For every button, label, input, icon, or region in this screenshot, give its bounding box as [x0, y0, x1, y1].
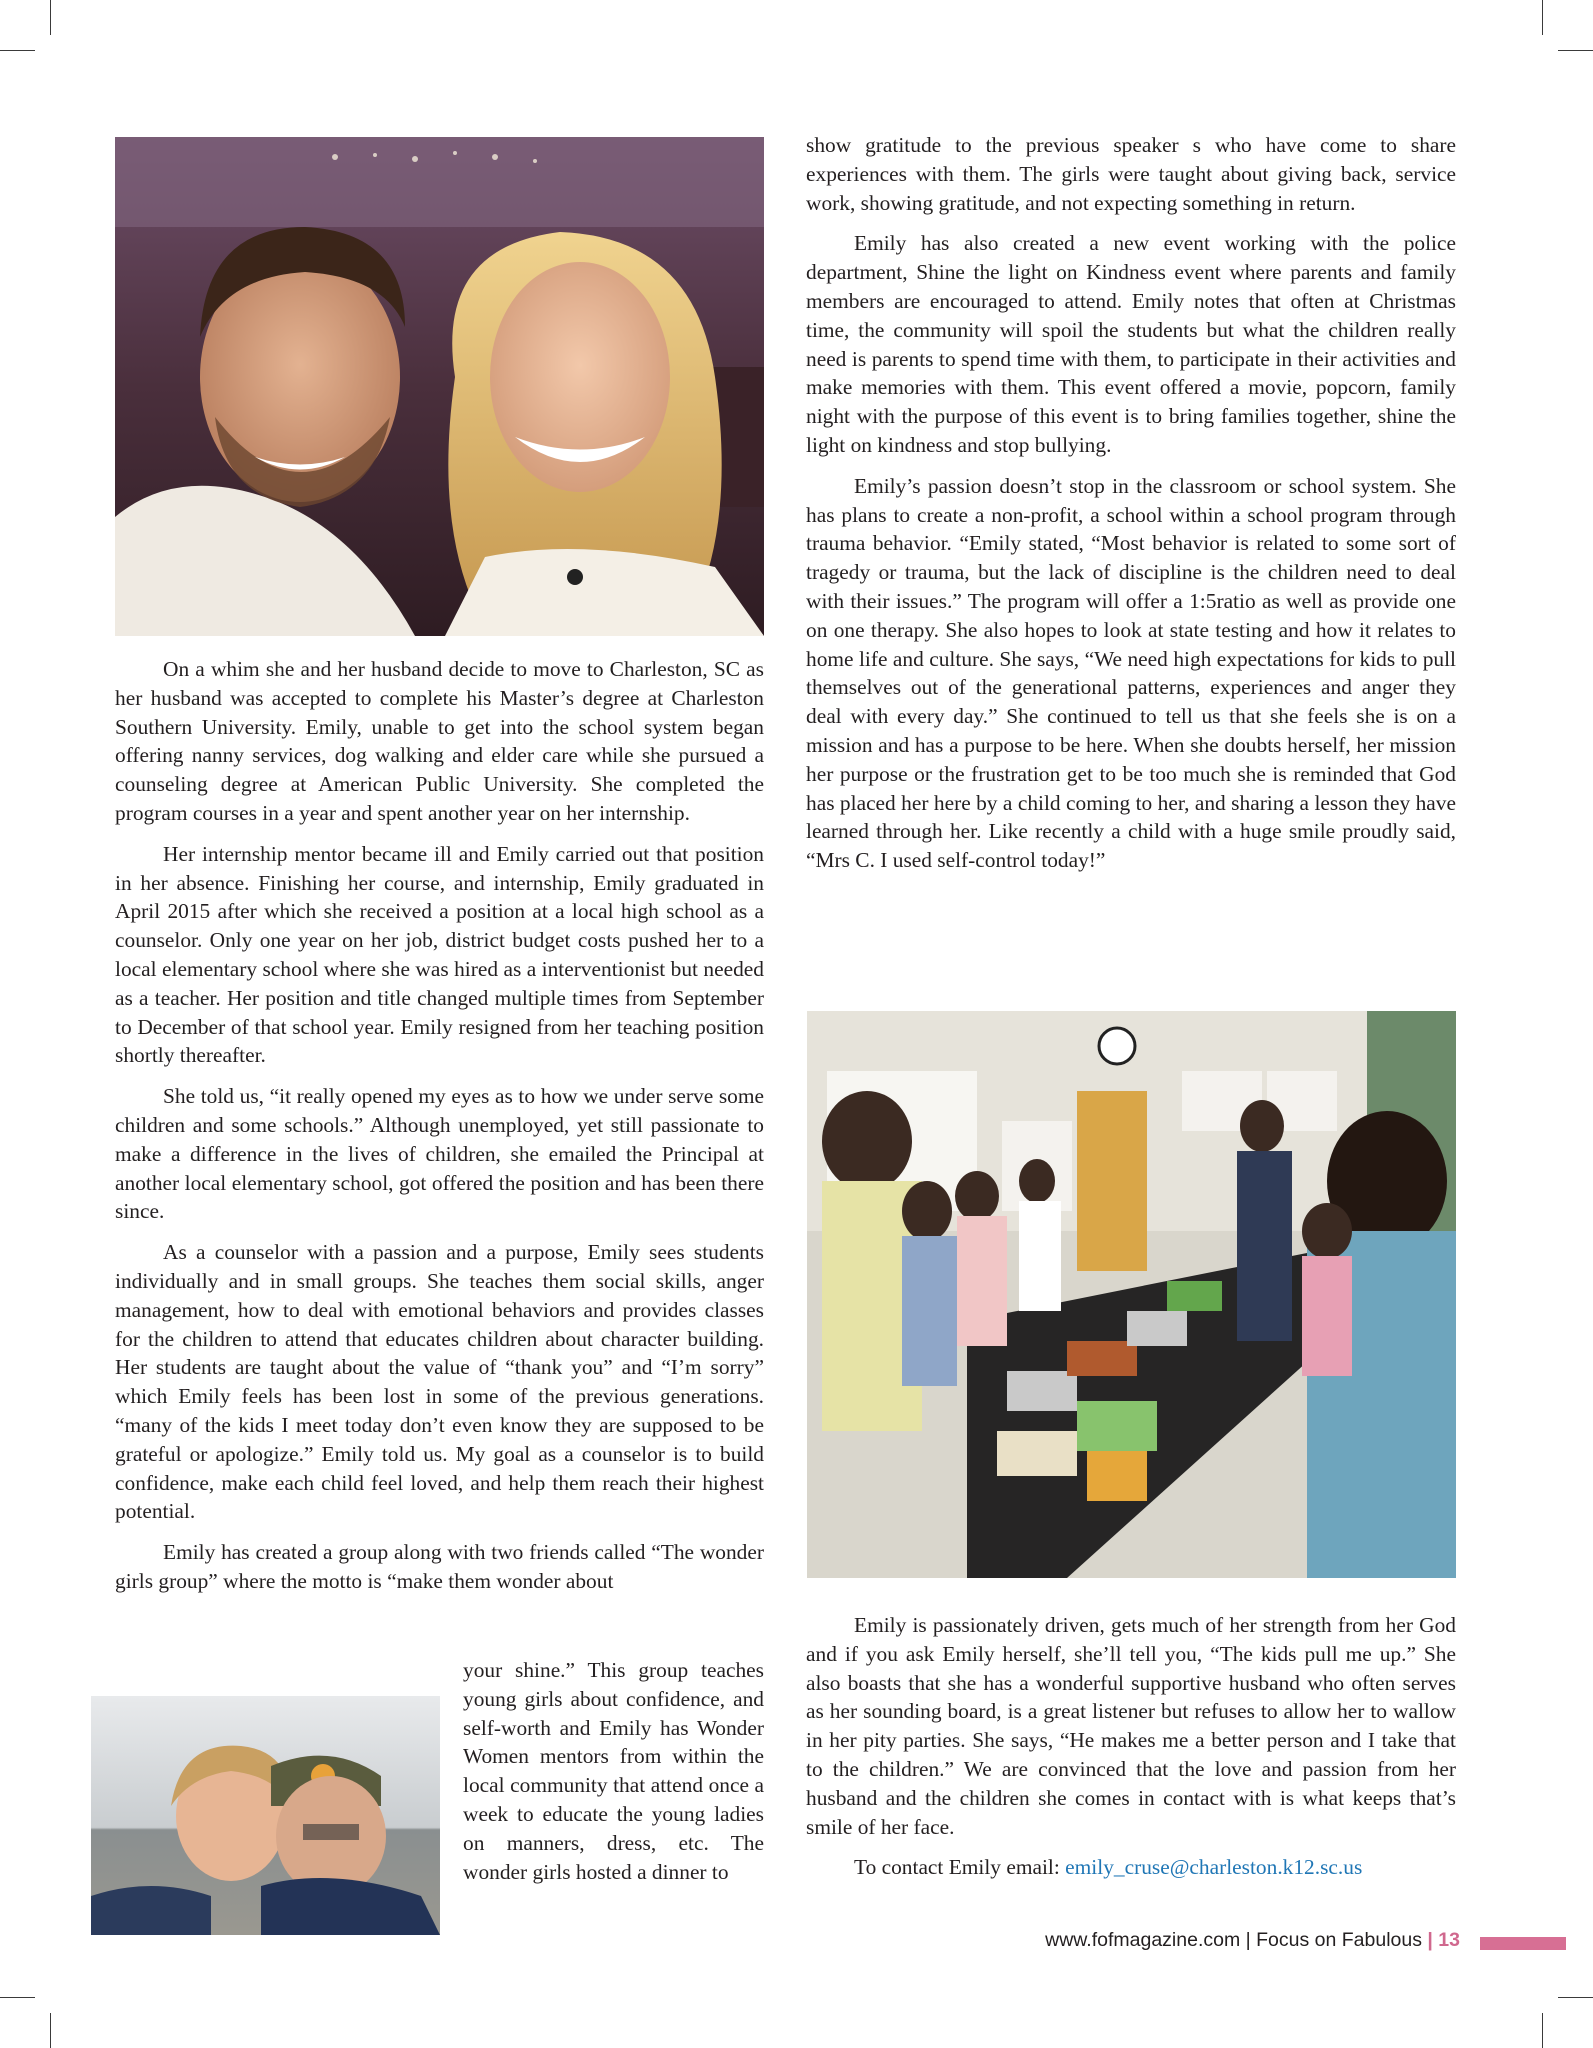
crop-mark: [1558, 1997, 1593, 1998]
beach-selfie-photo: [91, 1696, 440, 1935]
right-column: [806, 131, 1456, 887]
right-column-bottom: [806, 1611, 1456, 1894]
footer-separator: |: [1245, 1929, 1251, 1951]
couple-photo: [115, 137, 764, 636]
page-number: 13: [1438, 1929, 1460, 1951]
classroom-dinner-photo: [807, 1011, 1456, 1578]
crop-mark: [1542, 0, 1543, 35]
contact-prefix: To contact Emily email:: [854, 1855, 1066, 1880]
paragraph: Emily has also created a new event working with the police department, Shine the light on Kindness event where parents and family members are encouraged to attend. Emily notes that often at Christmas time, the community will spoil the students but what the children really need is parents to spend time with them, to participate in their activities and make memories with them. This event offered a movie, popcorn, family night with the purpose of this event is to bring families together, shine the light on kindness and stop bullying.: [806, 231, 1456, 457]
paragraph: Emily is passionately driven, gets much of her strength from her God and if you ask Emily herself, she’ll tell you, “The kids pull me up.” She also boasts that she has a wonderful supportive husband who often serves as her sounding board, is a great listener but refuses to allow her to wallow in her pity parties. She says, “He makes me a better person and I take that to the children.” We are convinced that the love and passion from her husband and the children she comes in contact with is what keeps that’s smile of her face.: [806, 1613, 1456, 1839]
paragraph: Emily has created a group along with two friends called “The wonder girls group” where the motto is “make them wonder about: [115, 1540, 764, 1593]
footer-separator: |: [1427, 1929, 1433, 1951]
footer-accent-bar: [1480, 1937, 1566, 1950]
contact-line: [806, 1853, 1456, 1882]
paragraph: As a counselor with a passion and a purpose, Emily sees students individually and in small groups. She teaches them social skills, anger management, how to deal with emotional behaviors and provides classes for the children to attend that educates children about character building. Her students are taught about the value of “thank you” and “I’m sorry” which Emily feels has been lost in some of the previous generations. “many of the kids I meet today don’t even know they are supposed to be grateful or apologize.” Emily told us. My goal as a counselor is to build confidence, make each child feel loved, and help them reach their highest potential.: [115, 1240, 764, 1524]
paragraph: She told us, “it really opened my eyes as to how we under serve some children and some schools.” Although unemployed, yet still passionate to make a difference in the lives of children, she emailed the Principal at another local elementary school, got offered the position and has been there since.: [115, 1084, 764, 1224]
left-column: [115, 655, 764, 1608]
crop-mark: [0, 50, 35, 51]
contact-email-link[interactable]: emily_cruse@charleston.k12.sc.us: [1065, 1855, 1363, 1880]
crop-mark: [50, 2013, 51, 2048]
crop-mark: [1542, 2013, 1543, 2048]
footer-magazine-name: Focus on Fabulous: [1256, 1929, 1422, 1951]
paragraph-continuation: show gratitude to the previous speaker s who have come to share experiences with them. The girls were taught about giving back, service work, showing gratitude, and not expecting something in return.: [806, 133, 1456, 215]
paragraph: Her internship mentor became ill and Emily carried out that position in her absence. Finishing her course, and internship, Emily graduated in April 2015 after which she received a position at a local high school as a counselor. Only one year on her job, district budget costs pushed her to a local elementary school where she was hired as a interventionist but needed as a teacher. Her position and title changed multiple times from September to December of that school year. Emily resigned from her teaching position shortly thereafter.: [115, 841, 764, 1068]
paragraph: Emily’s passion doesn’t stop in the classroom or school system. She has plans to create a non-profit, a school within a school program through trauma behavior. “Emily stated, “Most behavior is related to some sort of tragedy or trauma, but the lack of discipline is the children need to deal with their issues.” The program will offer a 1:5ratio as well as provide one on one therapy. She also hopes to look at state testing and how it relates to home life and culture. She says, “We need high expectations for kids to pull themselves out of the generational patterns, experiences and anger they deal with every day.” She continued to tell us that she feels she is on a mission and has a purpose to be here. When she doubts herself, her mission her purpose or the frustration get to be too much she is reminded that God has placed her here by a child coming to her, and sharing a lesson they have learned through her. Like recently a child with a huge smile proudly said, “Mrs C. I used self-control today!”: [806, 473, 1456, 873]
wrap-text: your shine.” This group teaches young girls about confidence, and self-worth and Emily has Wonder Women mentors from within the local community that attend once a week to educate the young ladies on manners, dress, etc. The wonder girls hosted a dinner to: [463, 1658, 764, 1884]
footer-site-link[interactable]: www.fofmagazine.com: [1045, 1929, 1241, 1951]
crop-mark: [50, 0, 51, 35]
crop-mark: [0, 1997, 35, 1998]
paragraph: On a whim she and her husband decide to move to Charleston, SC as her husband was accepted to complete his Master’s degree at Charleston Southern University. Emily, unable to get into the school system began offering nanny services, dog walking and elder care while she pursued a counseling degree at American Public University. She completed the program courses in a year and spent another year on her internship.: [115, 657, 764, 825]
page-footer: [960, 1929, 1460, 1952]
crop-mark: [1558, 50, 1593, 51]
